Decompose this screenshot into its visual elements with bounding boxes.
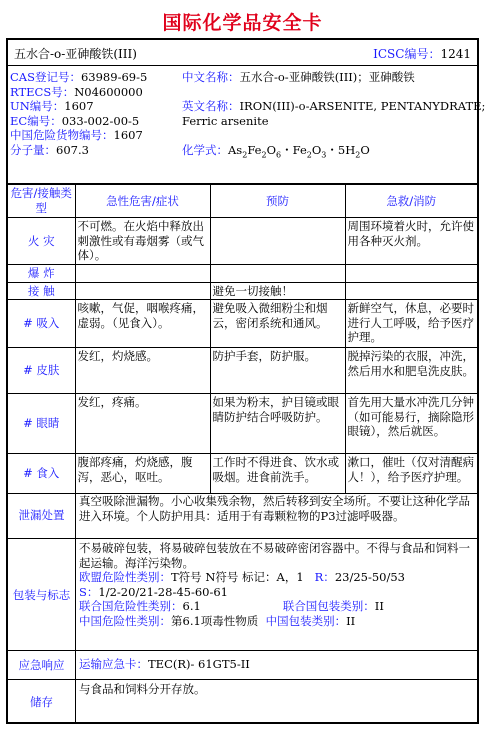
row-prevention: 避免一切接触！ (210, 282, 345, 300)
ec-row: EC编号：033-002-00-5 (10, 113, 140, 128)
eu-hazard-row: 欧盟危险性类别：T符号 N符号 标记：A，1 R：23/25-50/53 (79, 570, 405, 585)
table-row (8, 265, 477, 283)
storage-text: 与食品和饲料分开存放。 (79, 682, 206, 696)
rtecs-row: RTECS号：N04600000 (10, 84, 143, 99)
col-header-symptoms: 急性危害/症状 (75, 185, 210, 218)
row-symptoms (75, 282, 210, 300)
row-symptoms: 咳嗽，气促，咽喉疼痛，虚弱。（见食入）。 (75, 300, 210, 348)
table-row (8, 348, 477, 394)
table-row (8, 218, 477, 265)
row-prevention: 工作时不得进食、饮水或吸烟。进食前洗手。 (210, 454, 345, 494)
row-prevention: 如果为粉末，护目镜或眼睛防护结合呼吸防护。 (210, 394, 345, 454)
cas-row: CAS登记号：63989-69-5 (10, 70, 148, 84)
row-category: # 吸入 (8, 300, 75, 348)
col-header-aid: 急救/消防 (345, 185, 477, 218)
table-row (8, 282, 477, 300)
spill-label: 泄漏处置 (8, 492, 76, 538)
card-frame (6, 38, 485, 724)
en-name-row-2: Ferric arsenite (182, 113, 269, 128)
row-aid: 首先用大量水冲洗几分钟（如可能易行，摘除隐形眼镜），然后就医。 (345, 394, 477, 454)
formula-value: $As_2Fe_2O_6$・$Fe_2O_3$・$5H_2O$ (228, 142, 370, 160)
col-header-prevention: 预防 (210, 185, 345, 218)
row-aid: 新鲜空气，休息，必要时进行人工呼吸，给予医疗护理。 (345, 300, 477, 348)
packaging-body (76, 539, 477, 631)
row-aid: 脱掉污染的衣服，冲洗，然后用水和肥皂洗皮肤。 (345, 348, 477, 394)
storage-section (8, 680, 477, 724)
formula-row: 化学式：$As_2Fe_2O_6$・$Fe_2O_3$・$5H_2O$ (182, 142, 370, 160)
cn-class-row: 中国危险性类别：第6.1项毒性物质 中国包装类别：II (79, 613, 356, 628)
en-name-row: 英文名称：IRON(III)-o-ARSENITE, PENTANYDRATE; (182, 99, 485, 114)
un-class-row: 联合国危险性类别：6.1 联合国包装类别：II (79, 599, 384, 614)
row-category: 火 灾 (8, 218, 75, 265)
emergency-section (8, 651, 477, 680)
cn-name-row: 中文名称：五水合-o-亚砷酸铁(III)；亚砷酸铁 (182, 70, 415, 84)
row-prevention: 防护手套，防护服。 (210, 348, 345, 394)
packaging-text: 不易破碎包装，将易破碎包装放在不易破碎密闭容器中。不得与食品和饲料一起运输。海洋污染物。 (79, 541, 470, 570)
row-prevention: 避免吸入微细粉尘和烟云，密闭系统和通风。 (210, 300, 345, 348)
row-prevention (210, 218, 345, 265)
chemical-name: 五水合-o-亚砷酸铁(III) (14, 47, 137, 61)
row-category: # 食入 (8, 454, 75, 494)
row-aid (345, 282, 477, 300)
table-row (8, 300, 477, 348)
identifiers-section (8, 66, 485, 184)
table-row (8, 454, 477, 494)
row-symptoms: 发红，灼烧感。 (75, 348, 210, 394)
icsc-number: ICSC编号：1241 (373, 47, 471, 61)
table-row (8, 394, 477, 454)
row-symptoms (75, 265, 210, 283)
emergency-label: 应急响应 (8, 651, 76, 679)
identifiers-left (10, 70, 147, 158)
row-symptoms: 不可燃。在火焰中释放出刺激性或有毒烟雾（或气体）。 (75, 218, 210, 265)
hazard-table (8, 184, 477, 494)
col-header-type: 危害/接触类型 (8, 185, 75, 218)
row-symptoms: 发红，疼痛。 (75, 394, 210, 454)
lower-sections (8, 492, 477, 724)
spill-text: 真空吸除泄漏物。小心收集残余物，然后转移到安全场所。不要让这种化学品进入环境。个人防护用具：适用于有毒颗粒物的P3过滤呼吸器。 (79, 494, 470, 523)
row-category: # 眼睛 (8, 394, 75, 454)
spill-section (8, 492, 477, 539)
emergency-body: 运输应急卡：TEC(R)- 61GT5-II (79, 657, 250, 671)
row-aid: 漱口，催吐（仅对清醒病人！），给予医疗护理。 (345, 454, 477, 494)
row-symptoms: 腹部疼痛，灼烧感，腹泻，恶心，呕吐。 (75, 454, 210, 494)
packaging-label: 包装与标志 (8, 539, 76, 650)
row-category: # 皮肤 (8, 348, 75, 394)
storage-label: 储存 (8, 680, 76, 724)
row-prevention (210, 265, 345, 283)
document-title: 国际化学品安全卡 (162, 12, 323, 34)
packaging-section (8, 539, 477, 651)
row-category: 接 触 (8, 282, 75, 300)
row-category: 爆 炸 (8, 265, 75, 283)
name-row (8, 40, 477, 66)
mw-row: 分子量：607.3 (10, 142, 89, 157)
table-header-row (8, 185, 477, 218)
identifiers-right (182, 70, 485, 158)
s-phrase-row: S：1/2-20/21-28-45-60-61 (79, 584, 229, 599)
row-aid: 周围环境着火时，允许使用各种灭火剂。 (345, 218, 477, 265)
un-row: UN编号：1607 (10, 99, 94, 114)
row-aid (345, 265, 477, 283)
cn-danger-row: 中国危险货物编号：1607 (10, 128, 143, 143)
